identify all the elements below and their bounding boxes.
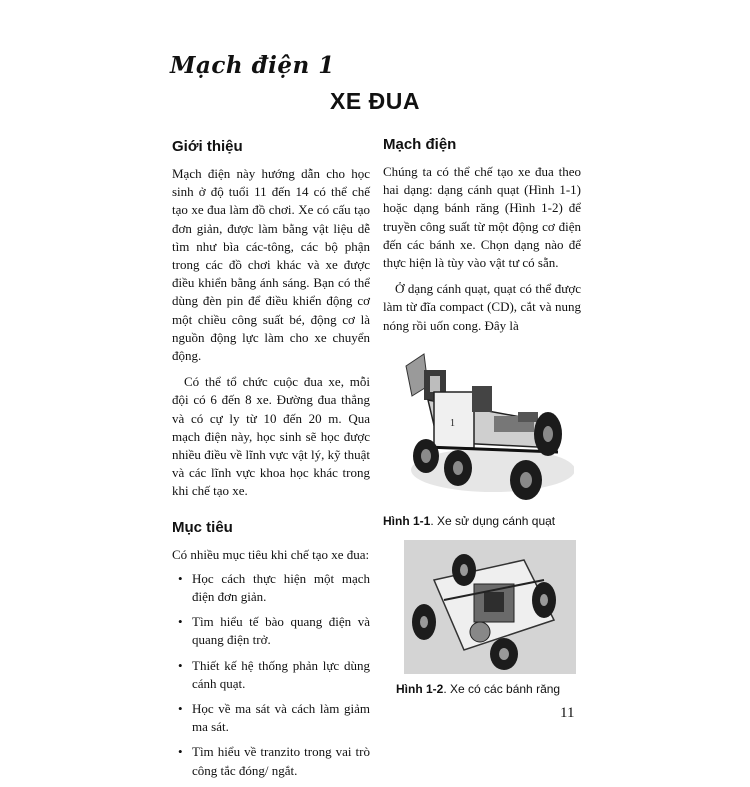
page-title: XE ĐUA [330,88,420,114]
bullet: • [178,701,183,717]
gear-car-photo [404,540,576,674]
chapter-label: Mạch điện 1 [170,52,335,79]
circuit-heading: Mạch điện [383,136,457,153]
goals-list [172,570,370,780]
page-number: 11 [560,705,575,721]
svg-text:1: 1 [450,418,455,429]
goals-intro: Có nhiều mục tiêu khi chế tạo xe đua: [172,546,370,562]
figure-2-caption: Hình 1-2. Xe có các bánh răng [396,682,561,696]
list-item: • Tìm hiểu tế bào quang điện và quang điện trở. [178,614,370,648]
list-item: • Học về ma sát và cách làm giảm ma sát. [178,701,370,735]
circuit-paragraph-2: Ở dạng cánh quạt, quạt có thể được làm từ đĩa compact (CD), cắt và nung nóng rồi uốn cong. Đây là [383,281,581,333]
circuit-paragraph-1: Chúng ta có thể chế tạo xe đua theo hai dạng: dạng cánh quạt (Hình 1-1) hoặc dạng bánh răng (Hình 1-2) để truyền công suất từ một động cơ điện đến các bánh xe. Chọn dạng nào để thực hiện là tùy vào vật tư có sẵn. [383,164,581,271]
bullet: • [178,744,183,760]
intro-heading: Giới thiệu [172,138,243,155]
list-item: • Tìm hiểu về tranzito trong vai trò công tắc đóng/ ngắt. [178,744,370,778]
propeller-car-photo [398,352,574,508]
figure-1-caption: Hình 1-1. Xe sử dụng cánh quạt [383,514,556,528]
bullet: • [178,657,183,673]
bullet: • [178,614,183,630]
left-column [172,138,370,787]
list-item: • Thiết kế hệ thống phản lực dùng cánh quạt. [178,657,370,691]
intro-paragraph-2: Có thể tổ chức cuộc đua xe, mỗi đội có 6 đến 8 xe. Đường đua thẳng và có cự ly từ 10 đến 20 m. Qua mạch điện này, học sinh sẽ học được nhiều điều về lĩnh vực vật lý, kỹ thuật và các lĩnh vực khoa học khác trong khi chế tạo xe. [172,374,370,499]
right-column [383,136,581,335]
goals-heading: Mục tiêu [172,518,233,536]
intro-paragraph-1: Mạch điện này hướng dẫn cho học sinh ở độ tuổi 11 đến 14 có thể chế tạo xe đua làm đồ chơi. Xe có cấu tạo đơn giản, được làm bằng vật liệu dễ tìm như bìa các-tông, các bộ phận trong các đồ chơi khác và xe được điều khiển bằng ánh sáng. Bạn có thể dùng đèn pin để điều khiển động cơ một chiều công suất bé, động cơ là nguồn động lực làm cho xe chuyển động. [172,166,370,364]
bullet: • [178,570,183,586]
list-item: • Học cách thực hiện một mạch điện đơn giản. [178,570,370,605]
